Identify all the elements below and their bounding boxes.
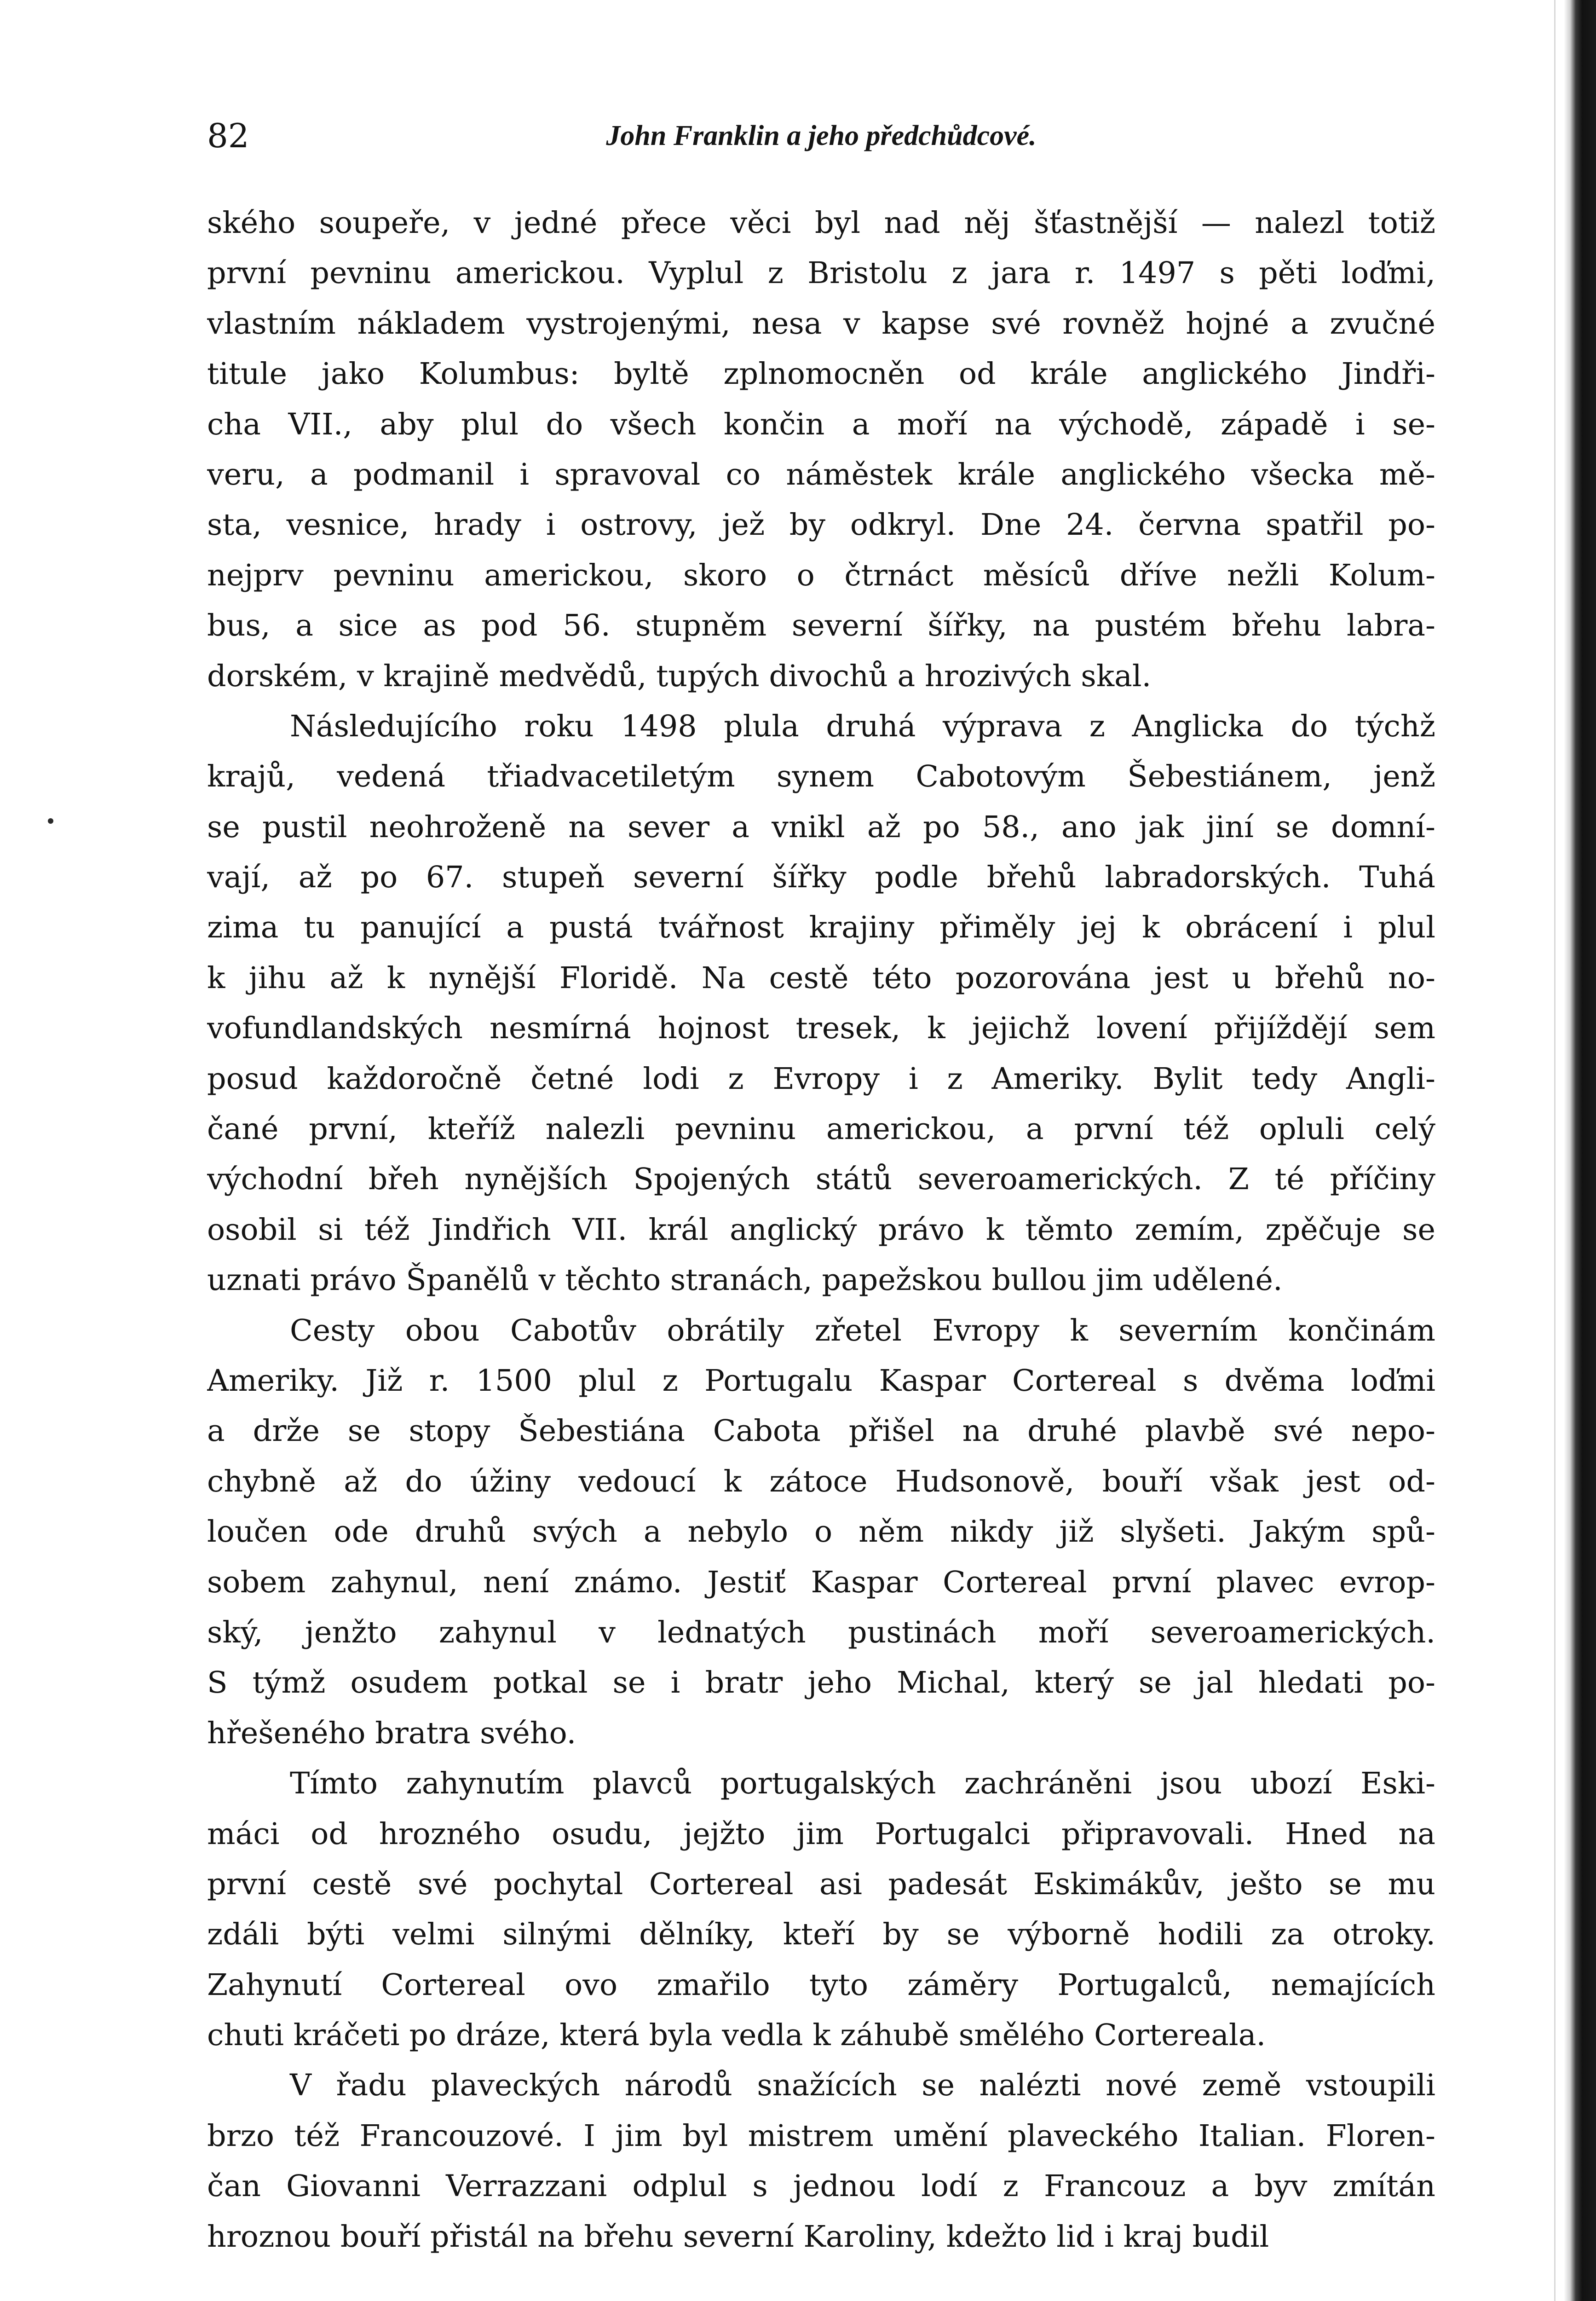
paragraph	[207, 2060, 1435, 2262]
text-line: veru, a podmanil i spravoval co náměstek krále anglického všecka mě-	[207, 457, 1435, 492]
text-line: titule jako Kolumbus: byltě zplnomocněn od krále anglického Jindři-	[207, 357, 1435, 392]
text-line: uznati právo Španělů v těchto stranách, papežskou bullou jim udělené.	[207, 1263, 1283, 1298]
text-line: Tímto zahynutím plavců portugalských zachráněni jsou ubozí Eski-	[290, 1766, 1435, 1801]
scan-speck	[48, 818, 53, 824]
text-line: chybně až do úžiny vedoucí k zátoce Hudsonově, bouří však jest od-	[207, 1464, 1435, 1499]
text-line: se pustil neohroženě na sever a vnikl až po 58., ano jak jiní se domní-	[207, 809, 1435, 844]
text-line: ský, jenžto zahynul v lednatých pustinách moří severoamerických.	[207, 1615, 1435, 1650]
text-line: a drže se stopy Šebestiána Cabota přišel na druhé plavbě své nepo-	[207, 1414, 1435, 1449]
text-line: nejprv pevninu americkou, skoro o čtrnáct měsíců dříve nežli Kolum-	[207, 558, 1435, 593]
text-line: Ameriky. Již r. 1500 plul z Portugalu Kaspar Cortereal s dvěma loďmi	[207, 1363, 1435, 1398]
text-line: vofundlandských nesmírná hojnost tresek, k jejichž lovení přijíždějí sem	[207, 1011, 1435, 1046]
text-line: osobil si též Jindřich VII. král anglický právo k těmto zemím, zpěčuje se	[207, 1212, 1435, 1247]
text-line: V řadu plaveckých národů snažících se nalézti nové země vstoupili	[290, 2068, 1435, 2103]
text-line: krajů, vedená třiadvacetiletým synem Cabotovým Šebestiánem, jenž	[207, 759, 1435, 794]
page-number: 82	[207, 116, 249, 155]
text-line: bus, a sice as pod 56. stupněm severní šířky, na pustém břehu labra-	[207, 608, 1435, 643]
paragraph	[207, 1758, 1435, 2060]
text-line: k jihu až k nynější Floridě. Na cestě této pozorována jest u břehů no-	[207, 960, 1435, 995]
text-line: sta, vesnice, hrady i ostrovy, jež by odkryl. Dne 24. června spatřil po-	[207, 508, 1435, 543]
text-line: ského soupeře, v jedné přece věci byl nad něj šťastnější — nalezl totiž	[207, 206, 1435, 240]
text-line: první pevninu americkou. Vyplul z Bristolu z jara r. 1497 s pěti loďmi,	[207, 256, 1435, 291]
text-line: cha VII., aby plul do všech končin a moří na východě, západě i se-	[207, 407, 1435, 442]
text-line: zdáli býti velmi silnými dělníky, kteří by se výborně hodili za otroky.	[207, 1917, 1435, 1952]
text-line: Následujícího roku 1498 plula druhá výprava z Anglicka do týchž	[290, 709, 1435, 744]
text-line: hřešeného bratra svého.	[207, 1716, 576, 1751]
paragraph	[207, 701, 1435, 1306]
body-text	[207, 198, 1435, 2262]
text-line: čan Giovanni Verrazzani odplul s jednou lodí z Francouz a byv zmítán	[207, 2169, 1435, 2204]
text-line: Zahynutí Cortereal ovo zmařilo tyto záměry Portugalců, nemajících	[207, 1967, 1435, 2002]
text-line: máci od hrozného osudu, jejžto jim Portugalci připravovali. Hned na	[207, 1816, 1435, 1851]
text-line: východní břeh nynějších Spojených států severoamerických. Z té příčiny	[207, 1162, 1435, 1197]
text-line: zima tu panující a pustá tvářnost krajiny přiměly jej k obrácení i plul	[207, 910, 1435, 945]
scan-binding-shadow	[1554, 0, 1556, 2301]
paragraph	[207, 198, 1435, 701]
paragraph	[207, 1306, 1435, 1759]
text-line: S týmž osudem potkal se i bratr jeho Michal, který se jal hledati po-	[207, 1665, 1435, 1700]
scan-binding-edge	[1564, 0, 1596, 2301]
text-line: sobem zahynul, není známo. Jestiť Kaspar Cortereal první plavec evrop-	[207, 1565, 1435, 1600]
text-line: vají, až po 67. stupeň severní šířky podle břehů labradorských. Tuhá	[207, 860, 1435, 895]
text-line: vlastním nákladem vystrojenými, nesa v kapse své rovněž hojné a zvučné	[207, 306, 1435, 341]
text-line: Cesty obou Cabotův obrátily zřetel Evropy k severním končinám	[290, 1313, 1435, 1348]
text-line: hroznou bouří přistál na břehu severní Karoliny, kdežto lid i kraj budil	[207, 2219, 1269, 2254]
text-line: posud každoročně četné lodi z Evropy i z Ameriky. Bylit tedy Angli-	[207, 1061, 1435, 1096]
text-line: čané první, kteříž nalezli pevninu americkou, a první též opluli celý	[207, 1112, 1435, 1147]
text-line: dorském, v krajině medvědů, tupých divochů a hrozivých skal.	[207, 659, 1152, 694]
page-header	[207, 115, 1435, 156]
text-line: chuti kráčeti po dráze, která byla vedla k záhubě smělého Cortereala.	[207, 2018, 1266, 2053]
text-line: první cestě své pochytal Cortereal asi padesát Eskimákův, ješto se mu	[207, 1867, 1435, 1902]
running-title: John Franklin a jeho předchůdcové.	[606, 120, 1037, 151]
text-line: brzo též Francouzové. I jim byl mistrem umění plaveckého Italian. Floren-	[207, 2118, 1435, 2153]
text-line: loučen ode druhů svých a nebylo o něm nikdy již slyšeti. Jakým spů-	[207, 1515, 1435, 1549]
